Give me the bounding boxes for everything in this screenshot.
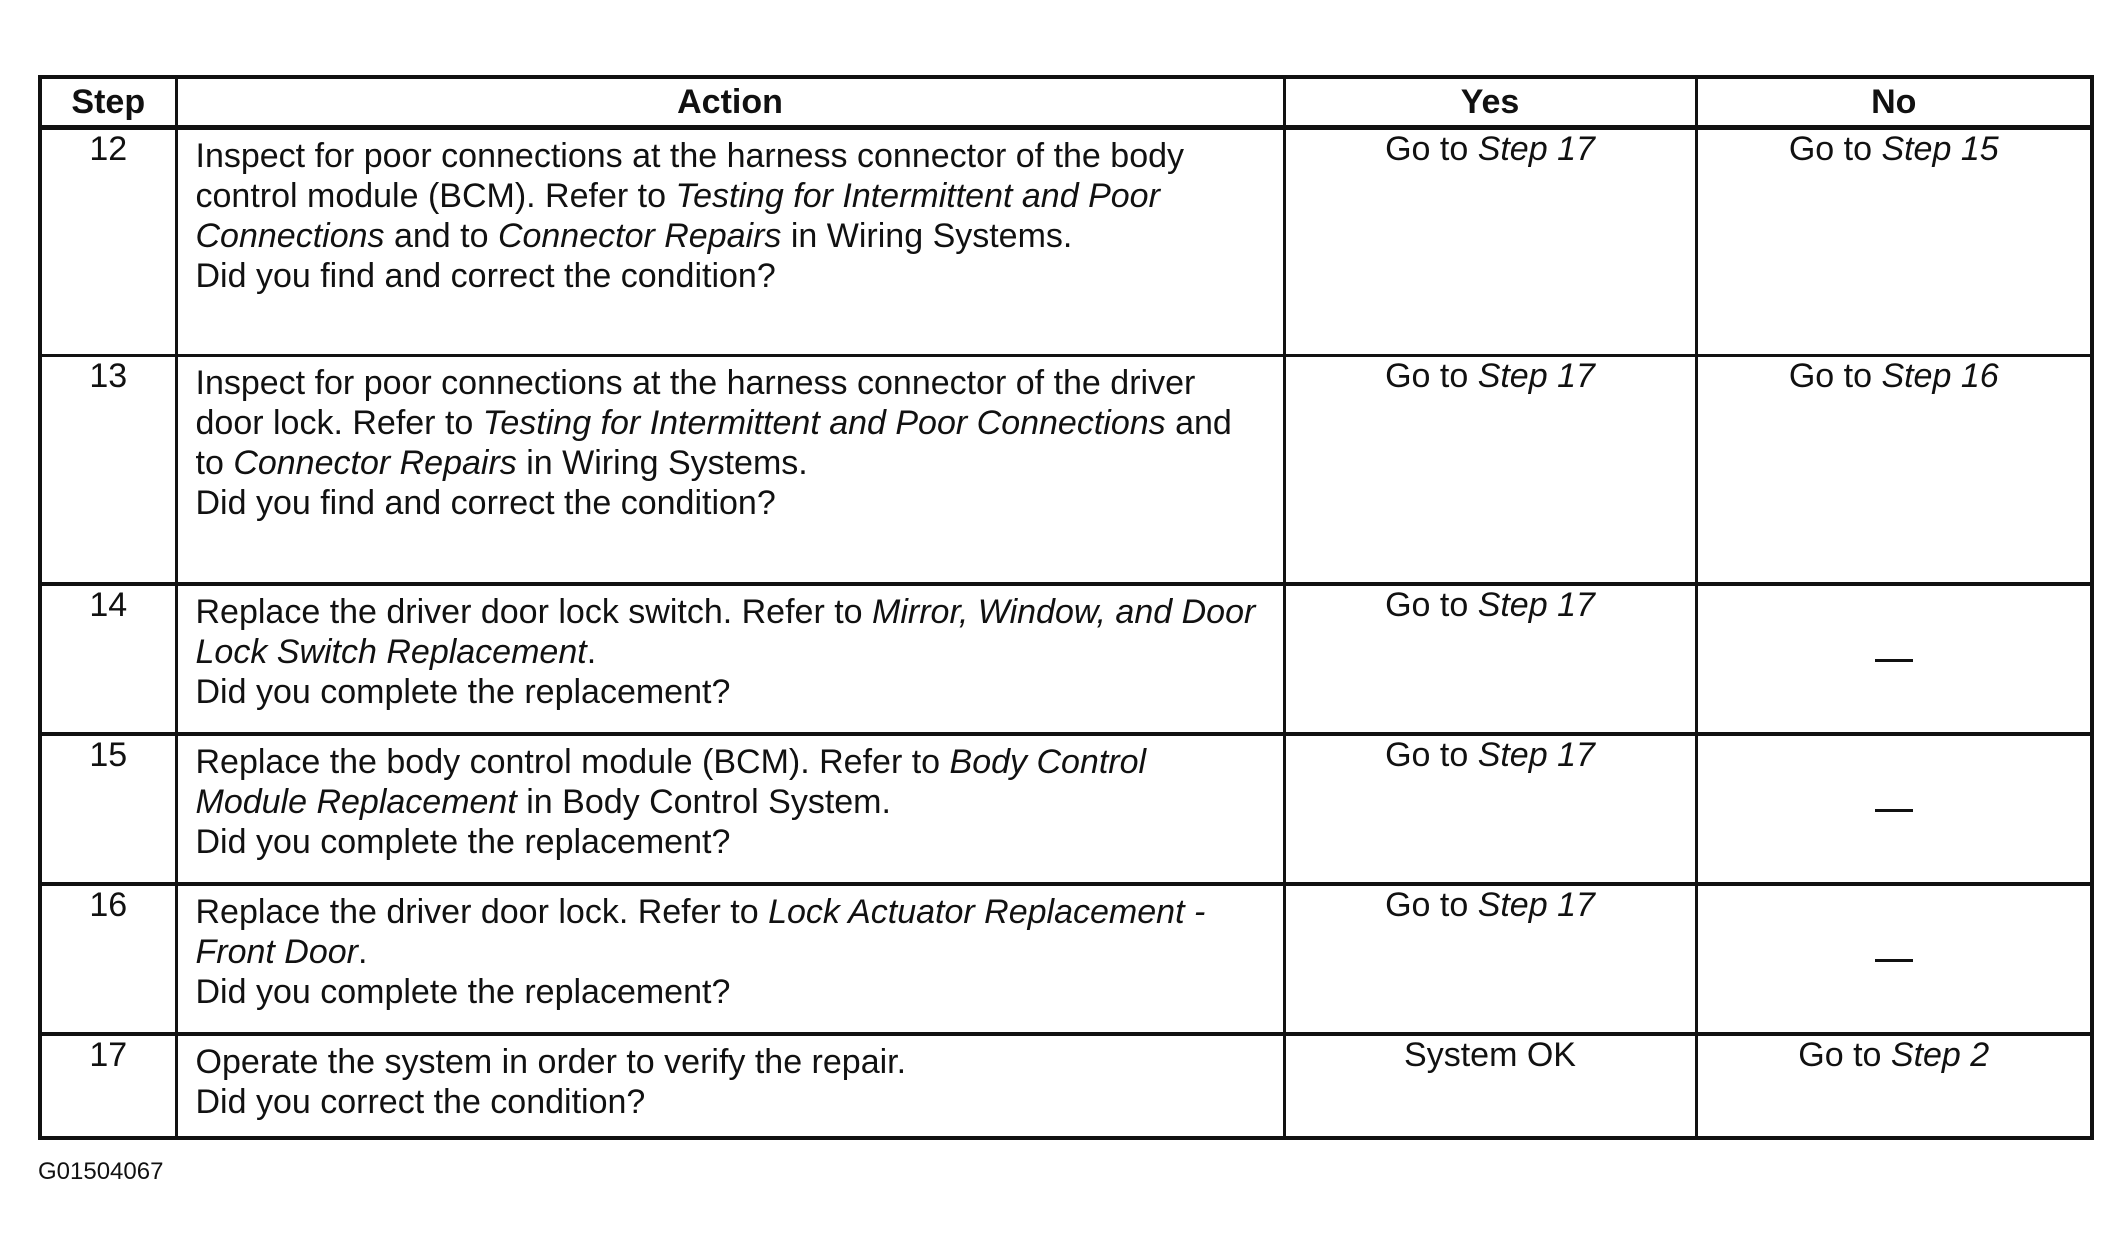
no-target-step: Step 16 — [1881, 357, 1999, 395]
yes-cell — [1284, 884, 1696, 1034]
yes-prefix: System OK — [1404, 1035, 1576, 1074]
action-text-part: Replace the body control module (BCM). Refer to — [195, 742, 950, 781]
yes-target-step: Step 17 — [1477, 357, 1595, 395]
action-cell — [176, 584, 1284, 734]
action-cell — [176, 884, 1284, 1034]
table-row-step-15 — [40, 734, 2092, 884]
action-text — [196, 363, 1265, 483]
action-cell — [176, 734, 1284, 884]
yes-target-step: Step 17 — [1477, 130, 1595, 168]
action-text — [196, 742, 1265, 822]
action-text — [196, 1042, 1265, 1082]
action-reference: Connector Repairs — [233, 444, 517, 482]
table-row-step-16 — [40, 884, 2092, 1034]
action-question: Did you complete the replacement? — [195, 972, 731, 1011]
yes-prefix: Go to — [1385, 130, 1478, 168]
diagnostic-table — [38, 75, 2094, 1140]
action-text-part: and to — [195, 404, 1232, 482]
action-question: Did you find and correct the condition? — [195, 484, 776, 522]
action-reference: Testing for Intermittent and Poor Connections — [482, 404, 1166, 442]
not-applicable-dash — [1875, 809, 1913, 812]
step-number: 14 — [40, 584, 176, 734]
no-prefix: Go to — [1788, 357, 1882, 395]
action-question: Did you complete the replacement? — [195, 672, 731, 711]
header-step: Step — [40, 77, 176, 128]
action-text-part: in Wiring Systems. — [516, 444, 808, 482]
no-cell — [1696, 884, 2092, 1034]
yes-cell — [1284, 734, 1696, 884]
action-text-part: . — [358, 932, 368, 971]
yes-cell — [1284, 356, 1696, 584]
no-prefix: Go to — [1798, 1035, 1891, 1074]
action-text-part: Operate the system in order to verify the repair. — [195, 1042, 907, 1081]
yes-cell — [1284, 128, 1696, 356]
action-cell — [176, 356, 1284, 584]
table-row-step-12 — [40, 128, 2092, 356]
not-applicable-dash — [1875, 959, 1913, 962]
action-reference: Body Control Module Replacement — [195, 742, 1147, 821]
table-row-step-14 — [40, 584, 2092, 734]
action-text-part: in Wiring Systems. — [781, 217, 1073, 255]
action-text-part: and to — [384, 217, 498, 255]
step-number: 15 — [40, 734, 176, 884]
action-reference: Connector Repairs — [497, 217, 782, 255]
yes-prefix: Go to — [1385, 885, 1478, 924]
yes-target-step: Step 17 — [1477, 885, 1595, 924]
action-text — [196, 892, 1265, 972]
action-text-part: Inspect for poor connections at the harness connector of the body control module (BCM). Refer to — [195, 137, 1185, 215]
action-reference: Testing for Intermittent and Poor Connections — [195, 177, 1160, 255]
yes-prefix: Go to — [1385, 585, 1478, 624]
table-row-step-13 — [40, 356, 2092, 584]
no-cell — [1696, 734, 2092, 884]
no-cell — [1696, 584, 2092, 734]
no-cell — [1696, 1034, 2092, 1138]
yes-target-step: Step 17 — [1477, 585, 1595, 624]
figure-id: G01504067 — [38, 1158, 164, 1185]
action-question: Did you find and correct the condition? — [195, 257, 776, 295]
header-yes: Yes — [1284, 77, 1696, 128]
action-text-part: Inspect for poor connections at the harness connector of the driver door lock. Refer to — [195, 364, 1196, 442]
action-text-part: in Body Control System. — [516, 782, 891, 821]
action-cell — [176, 128, 1284, 356]
action-text-part: . — [586, 632, 597, 671]
no-cell — [1696, 356, 2092, 584]
yes-cell — [1284, 584, 1696, 734]
yes-prefix: Go to — [1385, 735, 1478, 774]
action-text — [196, 592, 1265, 672]
step-number: 12 — [40, 128, 176, 356]
diagnostic-table-container — [38, 75, 2090, 1140]
action-text — [196, 136, 1265, 256]
yes-target-step: Step 17 — [1477, 735, 1595, 774]
action-reference: Mirror, Window, and Door Lock Switch Replacement — [195, 592, 1256, 671]
not-applicable-dash — [1875, 659, 1913, 662]
header-no: No — [1696, 77, 2092, 128]
yes-prefix: Go to — [1385, 357, 1478, 395]
action-text-part: Replace the driver door lock. Refer to — [195, 892, 769, 931]
header-action: Action — [176, 77, 1284, 128]
step-number: 13 — [40, 356, 176, 584]
action-cell — [176, 1034, 1284, 1138]
yes-cell — [1284, 1034, 1696, 1138]
no-cell — [1696, 128, 2092, 356]
step-number: 16 — [40, 884, 176, 1034]
action-question: Did you complete the replacement? — [195, 822, 731, 861]
table-header-row — [40, 77, 2092, 128]
action-question: Did you correct the condition? — [195, 1082, 646, 1121]
no-target-step: Step 2 — [1890, 1035, 1990, 1074]
action-reference: Lock Actuator Replacement - Front Door — [195, 892, 1206, 971]
action-text-part: Replace the driver door lock switch. Refer to — [195, 592, 873, 631]
table-row-step-17 — [40, 1034, 2092, 1138]
no-target-step: Step 15 — [1881, 130, 1999, 168]
step-number: 17 — [40, 1034, 176, 1138]
no-prefix: Go to — [1788, 130, 1882, 168]
